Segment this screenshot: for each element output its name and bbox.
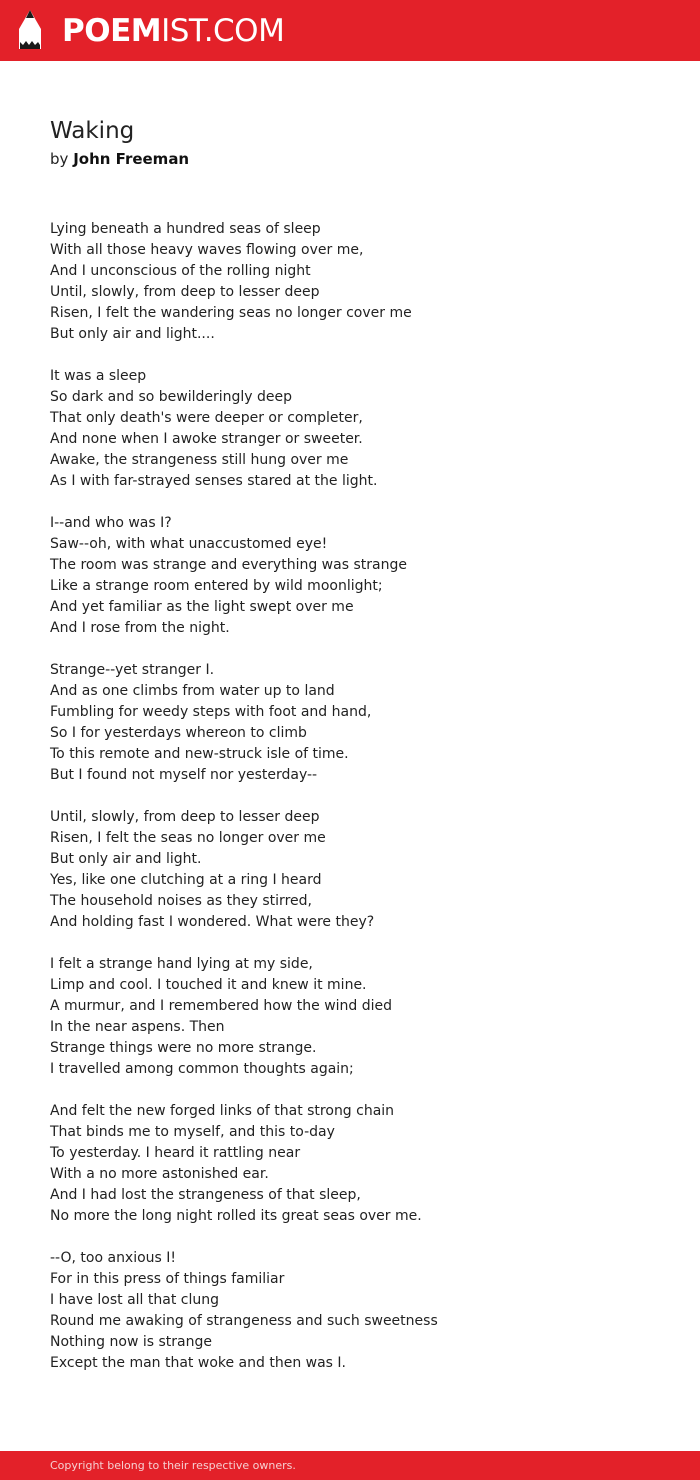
poem-line: But I found not myself nor yesterday--: [50, 767, 318, 783]
poem-line: No more the long night rolled its great seas over me.: [50, 1208, 422, 1224]
logo-light-text: IST.COM: [161, 13, 285, 49]
poem-stanza: [50, 366, 670, 492]
site-header: [0, 0, 700, 61]
poem-line: Saw--oh, with what unaccustomed eye!: [50, 536, 328, 552]
poem-line: Risen, I felt the seas no longer over me: [50, 830, 326, 846]
poem-line: The household noises as they stirred,: [50, 893, 312, 909]
poem-line: Fumbling for weedy steps with foot and hand,: [50, 704, 372, 720]
poem-line: And none when I awoke stranger or sweeter.: [50, 431, 363, 447]
poem-line: So I for yesterdays whereon to climb: [50, 725, 307, 741]
poem-stanza: [50, 1248, 670, 1374]
poem-line: Nothing now is strange: [50, 1334, 212, 1350]
poem-title: Waking: [50, 118, 135, 144]
poem-line: The room was strange and everything was strange: [50, 557, 407, 573]
poem-body: [50, 219, 670, 1395]
poem-line: Strange things were no more strange.: [50, 1040, 317, 1056]
poem-stanza: [50, 219, 670, 345]
poem-line: Until, slowly, from deep to lesser deep: [50, 809, 320, 825]
poem-line: Yes, like one clutching at a ring I heard: [50, 872, 322, 888]
poem-line: Except the man that woke and then was I.: [50, 1355, 346, 1371]
poem-line: So dark and so bewilderingly deep: [50, 389, 293, 405]
poem-line: That binds me to myself, and this to-day: [50, 1124, 335, 1140]
logo-bold-text: POEM: [62, 13, 162, 49]
poem-line: But only air and light.: [50, 851, 202, 867]
poem-line: With all those heavy waves flowing over me,: [50, 242, 364, 258]
poem-line: To yesterday. I heard it rattling near: [50, 1145, 301, 1161]
site-footer: [0, 1451, 700, 1480]
poem-line: Lying beneath a hundred seas of sleep: [50, 221, 321, 237]
poem-byline: [50, 149, 189, 169]
poem-line: That only death's were deeper or completer,: [50, 410, 363, 426]
poem-stanza: [50, 513, 670, 639]
site-logo[interactable]: [62, 12, 284, 50]
poem-line: I felt a strange hand lying at my side,: [50, 956, 313, 972]
poem-stanza: [50, 1101, 670, 1227]
poem-line: In the near aspens. Then: [50, 1019, 225, 1035]
copyright-text: Copyright belong to their respective owners.: [50, 1459, 296, 1472]
poem-line: And holding fast I wondered. What were they?: [50, 914, 375, 930]
poem-line: Strange--yet stranger I.: [50, 662, 215, 678]
poem-stanza: [50, 954, 670, 1080]
poem-line: I travelled among common thoughts again;: [50, 1061, 354, 1077]
poem-line: It was a sleep: [50, 368, 147, 384]
poem-line: And as one climbs from water up to land: [50, 683, 335, 699]
poem-line: A murmur, and I remembered how the wind died: [50, 998, 393, 1014]
poem-line: And I had lost the strangeness of that sleep,: [50, 1187, 361, 1203]
poem-line: Awake, the strangeness still hung over me: [50, 452, 349, 468]
poem-line: I have lost all that clung: [50, 1292, 219, 1308]
poem-line: And felt the new forged links of that strong chain: [50, 1103, 395, 1119]
poem-line: But only air and light....: [50, 326, 215, 342]
poem-line: And I rose from the night.: [50, 620, 230, 636]
poem-line: As I with far-strayed senses stared at the light.: [50, 473, 378, 489]
poem-line: With a no more astonished ear.: [50, 1166, 269, 1182]
poem-line: Risen, I felt the wandering seas no longer cover me: [50, 305, 412, 321]
poem-stanza: [50, 660, 670, 786]
poem-line: Round me awaking of strangeness and such sweetness: [50, 1313, 438, 1329]
poem-line: To this remote and new-struck isle of time.: [50, 746, 349, 762]
by-label: by: [50, 150, 69, 168]
poem-line: Like a strange room entered by wild moonlight;: [50, 578, 383, 594]
poem-line: I--and who was I?: [50, 515, 172, 531]
poem-line: Limp and cool. I touched it and knew it mine.: [50, 977, 367, 993]
poem-line: And I unconscious of the rolling night: [50, 263, 311, 279]
poem-line: --O, too anxious I!: [50, 1250, 177, 1266]
poem-author[interactable]: John Freeman: [73, 150, 190, 168]
pencil-icon[interactable]: [17, 9, 43, 51]
poem-line: Until, slowly, from deep to lesser deep: [50, 284, 320, 300]
poem-line: For in this press of things familiar: [50, 1271, 285, 1287]
poem-line: And yet familiar as the light swept over me: [50, 599, 354, 615]
poem-stanza: [50, 807, 670, 933]
